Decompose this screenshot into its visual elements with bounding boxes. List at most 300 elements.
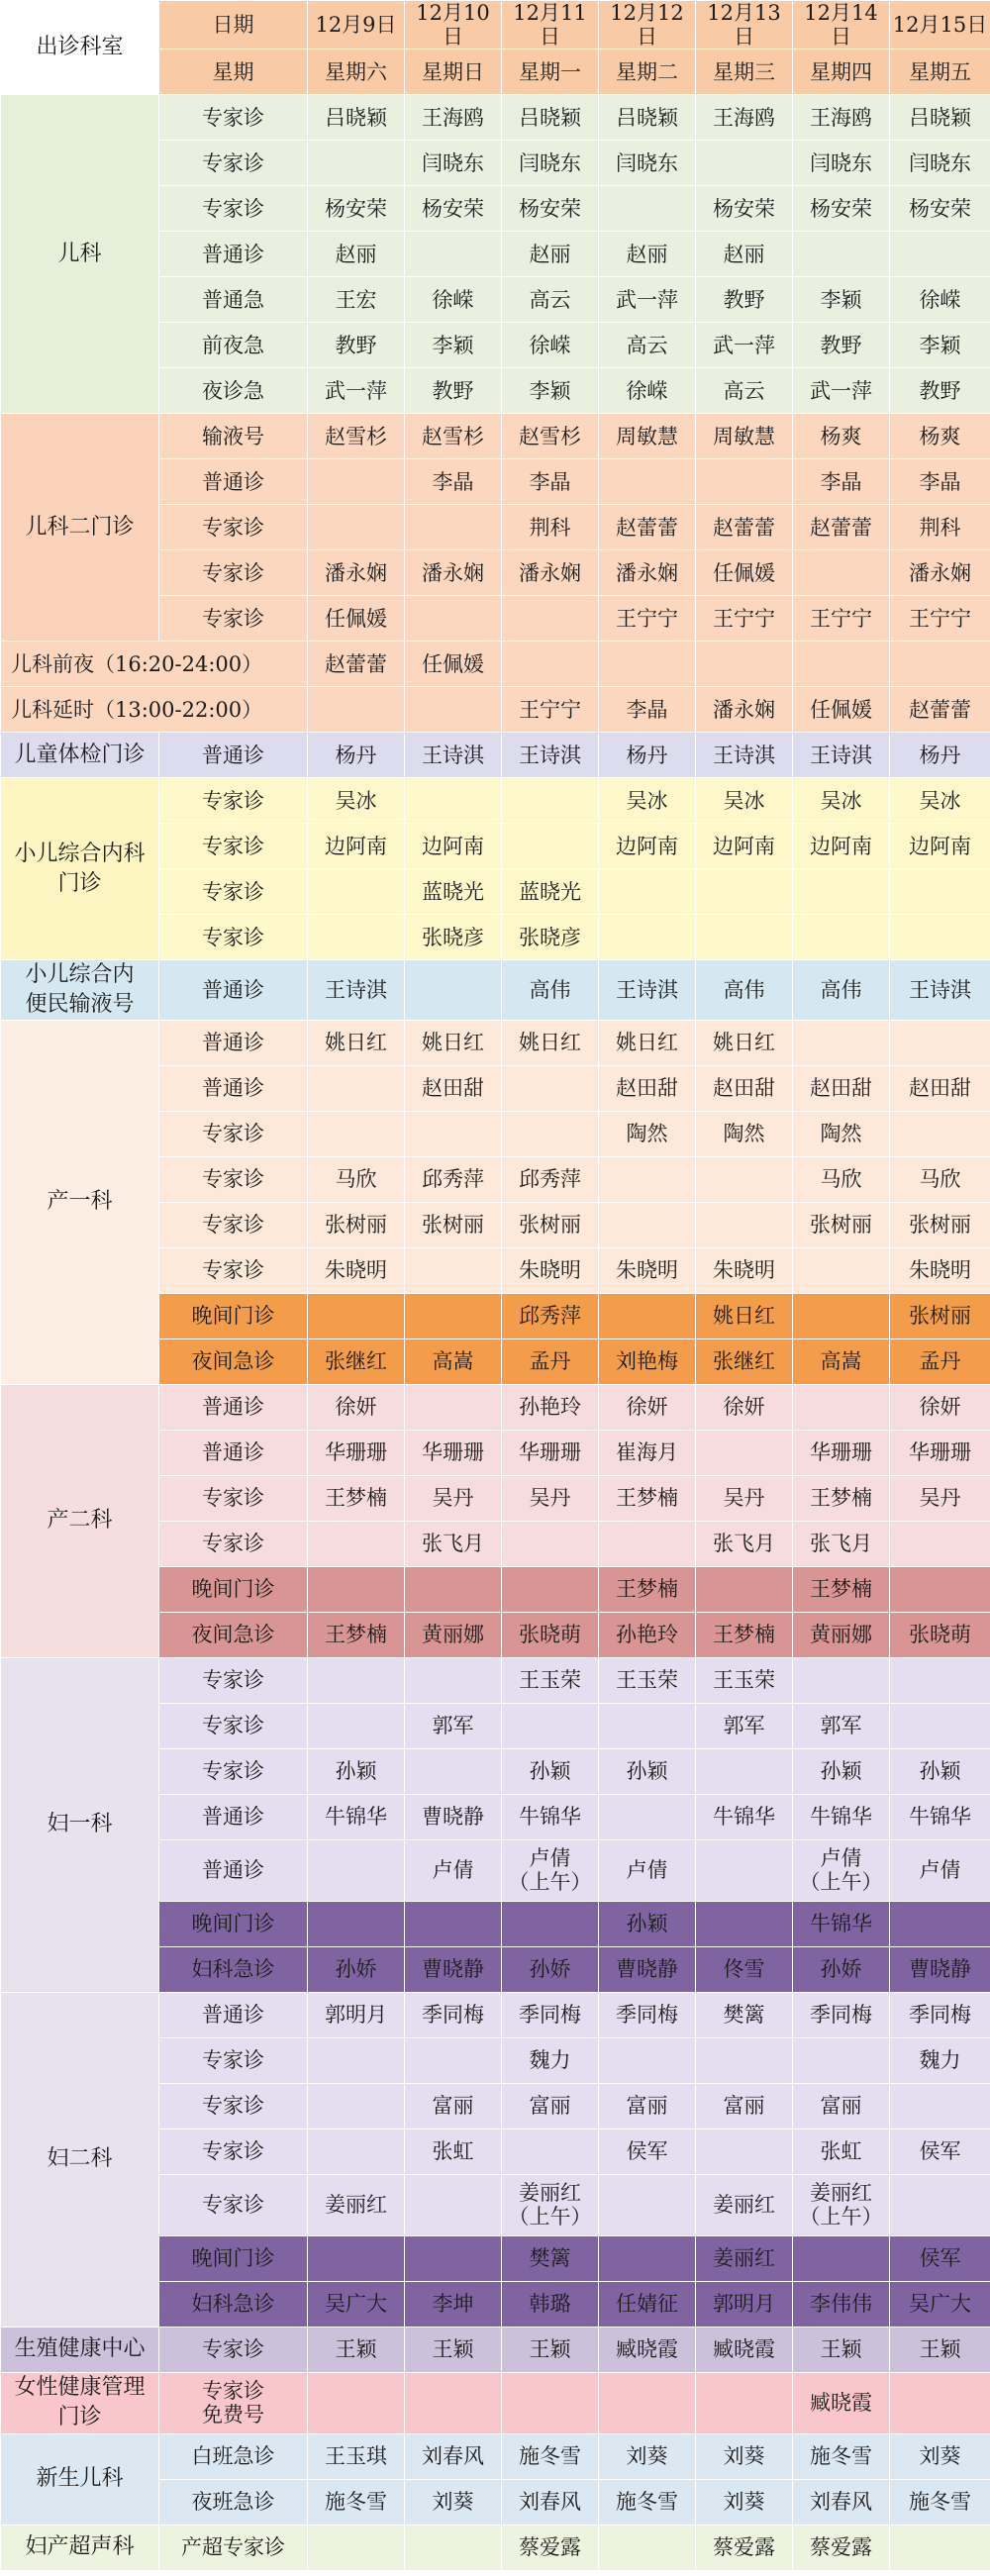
doctor-cell: 教野 bbox=[890, 368, 990, 414]
doctor-cell: 高伟 bbox=[696, 960, 793, 1020]
dept-header-cell: 出诊科室 bbox=[1, 1, 159, 95]
doctor-cell: 王梦楠 bbox=[793, 1566, 890, 1612]
doctor-cell: 杨安荣 bbox=[696, 186, 793, 232]
dept-name: 生殖健康中心 bbox=[1, 2327, 159, 2372]
dept-name: 儿科二门诊 bbox=[1, 414, 159, 642]
clinic-type: 专家诊 bbox=[159, 824, 308, 869]
doctor-cell bbox=[890, 2525, 990, 2570]
doctor-cell bbox=[696, 642, 793, 687]
weekday-cell: 星期二 bbox=[599, 50, 696, 95]
clinic-type: 前夜急 bbox=[159, 323, 308, 368]
doctor-cell: 卢倩 bbox=[890, 1839, 990, 1901]
doctor-cell bbox=[405, 232, 502, 277]
doctor-cell: 黄丽娜 bbox=[405, 1612, 502, 1657]
doctor-cell: 吴冰 bbox=[793, 778, 890, 824]
schedule-row bbox=[1, 2433, 990, 2479]
clinic-type: 专家诊 bbox=[159, 1202, 308, 1247]
doctor-cell: 徐妍 bbox=[890, 1384, 990, 1430]
clinic-type: 普通诊 bbox=[159, 733, 308, 778]
doctor-cell: 李晶 bbox=[405, 459, 502, 505]
doctor-cell: 刘春风 bbox=[405, 2433, 502, 2479]
doctor-cell: 牛锦华 bbox=[890, 1794, 990, 1839]
clinic-type: 普通诊 bbox=[159, 232, 308, 277]
schedule-row bbox=[1, 2525, 990, 2570]
doctor-cell: 赵蕾蕾 bbox=[793, 505, 890, 550]
doctor-cell bbox=[502, 1901, 599, 1946]
clinic-type: 专家诊 bbox=[159, 2129, 308, 2174]
doctor-cell bbox=[308, 1657, 405, 1703]
doctor-cell: 荆科 bbox=[890, 505, 990, 550]
clinic-type: 专家诊 bbox=[159, 550, 308, 596]
dept-name: 妇一科 bbox=[1, 1657, 159, 1992]
clinic-type: 专家诊 bbox=[159, 1703, 308, 1748]
doctor-cell: 黄丽娜 bbox=[793, 1612, 890, 1657]
doctor-cell: 陶然 bbox=[599, 1111, 696, 1156]
doctor-cell bbox=[405, 505, 502, 550]
doctor-cell bbox=[696, 1839, 793, 1901]
clinic-type: 普通诊 bbox=[159, 1839, 308, 1901]
doctor-cell: 张晓萌 bbox=[502, 1612, 599, 1657]
doctor-cell: 李晶 bbox=[502, 459, 599, 505]
doctor-cell: 王海鸥 bbox=[405, 95, 502, 141]
doctor-cell: 王诗淇 bbox=[793, 733, 890, 778]
doctor-cell bbox=[502, 1065, 599, 1111]
weekday-cell: 星期日 bbox=[405, 50, 502, 95]
doctor-cell bbox=[308, 1521, 405, 1566]
doctor-cell bbox=[308, 1293, 405, 1338]
schedule-row bbox=[1, 95, 990, 141]
doctor-cell bbox=[405, 2525, 502, 2570]
doctor-cell: 魏力 bbox=[890, 2037, 990, 2083]
doctor-cell: 赵蕾蕾 bbox=[599, 505, 696, 550]
doctor-cell: 马欣 bbox=[308, 1156, 405, 1202]
doctor-cell: 赵丽 bbox=[502, 232, 599, 277]
date-cell: 12月15日 bbox=[890, 1, 990, 50]
doctor-cell: 王诗淇 bbox=[696, 733, 793, 778]
doctor-cell: 李颖 bbox=[405, 323, 502, 368]
doctor-cell bbox=[890, 1521, 990, 1566]
doctor-cell: 孙颖 bbox=[502, 1748, 599, 1794]
schedule-row bbox=[1, 2372, 990, 2433]
doctor-cell bbox=[405, 2235, 502, 2281]
doctor-cell: 杨安荣 bbox=[890, 186, 990, 232]
doctor-cell: 吴丹 bbox=[405, 1475, 502, 1521]
clinic-type: 妇科急诊 bbox=[159, 2281, 308, 2327]
clinic-type: 夜班急诊 bbox=[159, 2479, 308, 2525]
clinic-type: 普通急 bbox=[159, 277, 308, 323]
doctor-cell: 曹晓静 bbox=[405, 1794, 502, 1839]
doctor-cell bbox=[502, 596, 599, 642]
doctor-cell: 杨爽 bbox=[890, 414, 990, 459]
doctor-cell bbox=[308, 1566, 405, 1612]
doctor-cell: 刘春风 bbox=[502, 2479, 599, 2525]
clinic-type: 专家诊 bbox=[159, 2327, 308, 2372]
doctor-cell: 王诗淇 bbox=[890, 960, 990, 1020]
doctor-cell: 姚日红 bbox=[599, 1020, 696, 1065]
doctor-cell bbox=[308, 459, 405, 505]
doctor-cell: 张飞月 bbox=[793, 1521, 890, 1566]
doctor-cell: 樊篱 bbox=[696, 1992, 793, 2037]
doctor-cell: 潘永娴 bbox=[890, 550, 990, 596]
clinic-type: 晚间门诊 bbox=[159, 1901, 308, 1946]
doctor-cell: 杨爽 bbox=[793, 414, 890, 459]
doctor-cell: 孙颖 bbox=[599, 1748, 696, 1794]
doctor-cell bbox=[405, 1566, 502, 1612]
date-cell: 12月11日 bbox=[502, 1, 599, 50]
schedule-row bbox=[1, 960, 990, 1020]
doctor-cell bbox=[599, 1293, 696, 1338]
doctor-cell: 邱秀萍 bbox=[405, 1156, 502, 1202]
doctor-cell: 姜丽红 （上午） bbox=[502, 2174, 599, 2235]
doctor-cell: 杨丹 bbox=[890, 733, 990, 778]
clinic-type: 夜间急诊 bbox=[159, 1338, 308, 1384]
doctor-cell bbox=[599, 2235, 696, 2281]
clinic-type: 普通诊 bbox=[159, 1384, 308, 1430]
doctor-cell: 高伟 bbox=[502, 960, 599, 1020]
doctor-cell bbox=[308, 505, 405, 550]
doctor-cell: 张树丽 bbox=[502, 1202, 599, 1247]
doctor-cell: 季同梅 bbox=[405, 1992, 502, 2037]
doctor-cell bbox=[599, 642, 696, 687]
schedule-row bbox=[1, 414, 990, 459]
doctor-cell: 牛锦华 bbox=[502, 1794, 599, 1839]
doctor-cell: 王诗淇 bbox=[308, 960, 405, 1020]
doctor-cell: 杨丹 bbox=[599, 733, 696, 778]
clinic-type: 晚间门诊 bbox=[159, 1566, 308, 1612]
doctor-cell: 武一萍 bbox=[308, 368, 405, 414]
doctor-cell: 臧晓霞 bbox=[599, 2327, 696, 2372]
weekday-cell: 星期四 bbox=[793, 50, 890, 95]
doctor-cell: 徐嵘 bbox=[599, 368, 696, 414]
doctor-cell: 武一萍 bbox=[599, 277, 696, 323]
doctor-cell: 孙艳玲 bbox=[599, 1612, 696, 1657]
doctor-cell: 赵蕾蕾 bbox=[308, 642, 405, 687]
doctor-cell: 张晓彦 bbox=[502, 915, 599, 960]
doctor-cell: 边阿南 bbox=[696, 824, 793, 869]
doctor-cell: 刘葵 bbox=[696, 2479, 793, 2525]
doctor-cell: 杨丹 bbox=[308, 733, 405, 778]
doctor-cell bbox=[308, 2235, 405, 2281]
doctor-cell: 臧晓霞 bbox=[696, 2327, 793, 2372]
doctor-cell: 教野 bbox=[696, 277, 793, 323]
doctor-cell bbox=[696, 2129, 793, 2174]
doctor-cell bbox=[405, 2174, 502, 2235]
doctor-cell: 华珊珊 bbox=[502, 1430, 599, 1475]
date-header-label: 日期 bbox=[159, 1, 308, 50]
doctor-cell: 施冬雪 bbox=[502, 2433, 599, 2479]
doctor-cell: 朱晓明 bbox=[599, 1247, 696, 1293]
doctor-cell: 王梦楠 bbox=[793, 1475, 890, 1521]
doctor-cell: 赵田甜 bbox=[405, 1065, 502, 1111]
doctor-cell: 武一萍 bbox=[793, 368, 890, 414]
clinic-type: 普通诊 bbox=[159, 1065, 308, 1111]
doctor-cell: 闫晓东 bbox=[793, 141, 890, 186]
doctor-cell: 李晶 bbox=[890, 459, 990, 505]
doctor-cell: 刘葵 bbox=[599, 2433, 696, 2479]
doctor-cell: 赵雪杉 bbox=[405, 414, 502, 459]
doctor-cell bbox=[793, 915, 890, 960]
doctor-cell bbox=[696, 1156, 793, 1202]
doctor-cell: 牛锦华 bbox=[793, 1794, 890, 1839]
doctor-cell bbox=[696, 1901, 793, 1946]
doctor-cell bbox=[502, 642, 599, 687]
doctor-cell bbox=[696, 869, 793, 915]
clinic-type: 专家诊 bbox=[159, 1521, 308, 1566]
doctor-cell bbox=[793, 1384, 890, 1430]
doctor-cell bbox=[405, 1901, 502, 1946]
doctor-cell: 姚日红 bbox=[696, 1293, 793, 1338]
schedule-row bbox=[1, 1657, 990, 1703]
doctor-cell: 孙艳玲 bbox=[502, 1384, 599, 1430]
doctor-cell: 崔海月 bbox=[599, 1430, 696, 1475]
dept-name: 小儿综合内科 门诊 bbox=[1, 778, 159, 960]
schedule-row bbox=[1, 687, 990, 733]
doctor-cell bbox=[308, 2037, 405, 2083]
doctor-cell bbox=[890, 1566, 990, 1612]
doctor-cell bbox=[696, 2372, 793, 2433]
doctor-cell: 王海鸥 bbox=[696, 95, 793, 141]
doctor-cell: 韩璐 bbox=[502, 2281, 599, 2327]
doctor-cell: 高伟 bbox=[793, 960, 890, 1020]
doctor-cell: 边阿南 bbox=[890, 824, 990, 869]
doctor-cell: 曹晓静 bbox=[599, 1946, 696, 1992]
doctor-cell: 教野 bbox=[405, 368, 502, 414]
clinic-type: 专家诊 bbox=[159, 186, 308, 232]
doctor-cell: 潘永娴 bbox=[308, 550, 405, 596]
doctor-cell bbox=[793, 550, 890, 596]
doctor-cell: 王诗淇 bbox=[502, 733, 599, 778]
doctor-cell bbox=[890, 1657, 990, 1703]
doctor-cell bbox=[308, 915, 405, 960]
doctor-cell: 孙娇 bbox=[793, 1946, 890, 1992]
clinic-type: 专家诊 bbox=[159, 778, 308, 824]
doctor-cell bbox=[890, 2083, 990, 2129]
doctor-cell: 刘葵 bbox=[696, 2433, 793, 2479]
clinic-type: 专家诊 bbox=[159, 95, 308, 141]
doctor-cell: 华珊珊 bbox=[405, 1430, 502, 1475]
clinic-type: 专家诊 bbox=[159, 505, 308, 550]
doctor-cell: 陶然 bbox=[793, 1111, 890, 1156]
doctor-cell: 赵田甜 bbox=[793, 1065, 890, 1111]
doctor-cell: 孟丹 bbox=[502, 1338, 599, 1384]
doctor-cell bbox=[793, 2037, 890, 2083]
date-cell: 12月13日 bbox=[696, 1, 793, 50]
doctor-cell: 孙娇 bbox=[502, 1946, 599, 1992]
doctor-cell: 蓝晓光 bbox=[405, 869, 502, 915]
doctor-cell bbox=[599, 2525, 696, 2570]
doctor-cell bbox=[308, 869, 405, 915]
doctor-cell: 季同梅 bbox=[502, 1992, 599, 2037]
doctor-cell: 任佩媛 bbox=[405, 642, 502, 687]
doctor-cell bbox=[696, 1430, 793, 1475]
doctor-cell: 刘葵 bbox=[405, 2479, 502, 2525]
doctor-cell bbox=[308, 2083, 405, 2129]
doctor-cell: 蔡爱露 bbox=[696, 2525, 793, 2570]
doctor-cell: 郭军 bbox=[793, 1703, 890, 1748]
doctor-cell: 李颖 bbox=[890, 323, 990, 368]
doctor-cell: 吕晓颖 bbox=[890, 95, 990, 141]
doctor-cell bbox=[308, 2525, 405, 2570]
doctor-cell: 任佩媛 bbox=[696, 550, 793, 596]
doctor-cell: 蓝晓光 bbox=[502, 869, 599, 915]
doctor-cell bbox=[405, 1384, 502, 1430]
dept-name: 妇二科 bbox=[1, 1992, 159, 2327]
doctor-cell: 潘永娴 bbox=[405, 550, 502, 596]
doctor-cell: 徐妍 bbox=[599, 1384, 696, 1430]
doctor-cell: 徐嵘 bbox=[502, 323, 599, 368]
doctor-cell bbox=[502, 2372, 599, 2433]
schedule-row bbox=[1, 1384, 990, 1430]
dept-name: 儿童体检门诊 bbox=[1, 733, 159, 778]
dept-name: 小儿综合内 便民输液号 bbox=[1, 960, 159, 1020]
schedule-row bbox=[1, 1020, 990, 1065]
clinic-type: 晚间门诊 bbox=[159, 2235, 308, 2281]
doctor-cell: 姜丽红 bbox=[308, 2174, 405, 2235]
doctor-cell: 刘春风 bbox=[793, 2479, 890, 2525]
clinic-type: 妇科急诊 bbox=[159, 1946, 308, 1992]
doctor-cell: 闫晓东 bbox=[502, 141, 599, 186]
clinic-type: 专家诊 bbox=[159, 596, 308, 642]
doctor-cell: 侯军 bbox=[890, 2235, 990, 2281]
doctor-cell bbox=[599, 915, 696, 960]
doctor-cell bbox=[405, 2372, 502, 2433]
doctor-cell bbox=[405, 960, 502, 1020]
clinic-type: 专家诊 bbox=[159, 915, 308, 960]
doctor-cell bbox=[793, 1247, 890, 1293]
doctor-cell bbox=[696, 2037, 793, 2083]
doctor-cell: 孙颖 bbox=[793, 1748, 890, 1794]
doctor-cell bbox=[308, 1901, 405, 1946]
doctor-cell: 潘永娴 bbox=[502, 550, 599, 596]
doctor-cell: 周敏慧 bbox=[599, 414, 696, 459]
clinic-type: 专家诊 bbox=[159, 1657, 308, 1703]
doctor-cell bbox=[890, 232, 990, 277]
doctor-cell: 张树丽 bbox=[890, 1202, 990, 1247]
doctor-cell: 孙颖 bbox=[599, 1901, 696, 1946]
doctor-cell bbox=[890, 1020, 990, 1065]
doctor-cell: 王梦楠 bbox=[308, 1612, 405, 1657]
doctor-cell: 赵蕾蕾 bbox=[890, 687, 990, 733]
doctor-cell: 牛锦华 bbox=[308, 1794, 405, 1839]
doctor-cell: 邱秀萍 bbox=[502, 1156, 599, 1202]
doctor-cell bbox=[890, 869, 990, 915]
clinic-type: 专家诊 bbox=[159, 2083, 308, 2129]
doctor-cell: 任佩媛 bbox=[308, 596, 405, 642]
doctor-cell: 施冬雪 bbox=[890, 2479, 990, 2525]
doctor-cell: 张树丽 bbox=[308, 1202, 405, 1247]
doctor-cell bbox=[890, 1111, 990, 1156]
doctor-cell: 姜丽红 bbox=[696, 2235, 793, 2281]
doctor-cell: 任佩媛 bbox=[793, 687, 890, 733]
doctor-cell: 赵田甜 bbox=[599, 1065, 696, 1111]
doctor-cell: 赵丽 bbox=[599, 232, 696, 277]
clinic-type: 普通诊 bbox=[159, 1992, 308, 2037]
doctor-cell: 李晶 bbox=[793, 459, 890, 505]
schedule-row bbox=[1, 733, 990, 778]
doctor-cell: 吴冰 bbox=[890, 778, 990, 824]
doctor-cell: 赵蕾蕾 bbox=[696, 505, 793, 550]
doctor-cell: 王玉荣 bbox=[599, 1657, 696, 1703]
weekday-cell: 星期六 bbox=[308, 50, 405, 95]
dept-name: 儿科前夜（16:20-24:00） bbox=[1, 642, 308, 687]
doctor-cell: 王颖 bbox=[793, 2327, 890, 2372]
doctor-cell bbox=[599, 459, 696, 505]
clinic-type: 普通诊 bbox=[159, 1794, 308, 1839]
doctor-cell bbox=[890, 2372, 990, 2433]
clinic-type: 输液号 bbox=[159, 414, 308, 459]
doctor-cell: 曹晓静 bbox=[405, 1946, 502, 1992]
doctor-cell: 侯军 bbox=[599, 2129, 696, 2174]
doctor-cell bbox=[599, 1703, 696, 1748]
doctor-cell bbox=[405, 687, 502, 733]
doctor-cell: 华珊珊 bbox=[308, 1430, 405, 1475]
doctor-cell: 吴广大 bbox=[890, 2281, 990, 2327]
doctor-cell: 张飞月 bbox=[405, 1521, 502, 1566]
schedule-row bbox=[1, 1992, 990, 2037]
doctor-cell: 吴广大 bbox=[308, 2281, 405, 2327]
doctor-cell: 卢倩 （上午） bbox=[793, 1839, 890, 1901]
doctor-cell: 孙颖 bbox=[308, 1748, 405, 1794]
doctor-cell: 教野 bbox=[308, 323, 405, 368]
doctor-cell: 边阿南 bbox=[308, 824, 405, 869]
doctor-cell: 杨安荣 bbox=[793, 186, 890, 232]
clinic-type: 专家诊 bbox=[159, 1247, 308, 1293]
doctor-cell bbox=[405, 1293, 502, 1338]
date-cell: 12月14日 bbox=[793, 1, 890, 50]
weekday-header-label: 星期 bbox=[159, 50, 308, 95]
doctor-cell bbox=[405, 778, 502, 824]
doctor-cell: 王梦楠 bbox=[599, 1475, 696, 1521]
clinic-type: 晚间门诊 bbox=[159, 1293, 308, 1338]
doctor-cell bbox=[502, 824, 599, 869]
doctor-cell: 李晶 bbox=[599, 687, 696, 733]
clinic-type: 专家诊 bbox=[159, 1748, 308, 1794]
doctor-cell bbox=[308, 141, 405, 186]
doctor-cell bbox=[696, 1566, 793, 1612]
doctor-cell: 吴冰 bbox=[696, 778, 793, 824]
doctor-cell: 教野 bbox=[793, 323, 890, 368]
doctor-cell bbox=[890, 642, 990, 687]
doctor-cell: 魏力 bbox=[502, 2037, 599, 2083]
clinic-type: 产超专家诊 bbox=[159, 2525, 308, 2570]
doctor-cell bbox=[405, 1748, 502, 1794]
doctor-cell: 武一萍 bbox=[696, 323, 793, 368]
doctor-cell bbox=[599, 1156, 696, 1202]
doctor-cell bbox=[308, 2129, 405, 2174]
doctor-cell: 赵丽 bbox=[696, 232, 793, 277]
doctor-cell: 徐嵘 bbox=[890, 277, 990, 323]
doctor-cell: 王颖 bbox=[502, 2327, 599, 2372]
doctor-cell bbox=[793, 1020, 890, 1065]
doctor-cell: 王海鸥 bbox=[793, 95, 890, 141]
header-date-row bbox=[1, 1, 990, 50]
doctor-cell: 富丽 bbox=[599, 2083, 696, 2129]
doctor-cell: 高嵩 bbox=[405, 1338, 502, 1384]
doctor-cell: 吴冰 bbox=[599, 778, 696, 824]
doctor-cell bbox=[308, 1839, 405, 1901]
doctor-cell bbox=[793, 642, 890, 687]
doctor-cell: 施冬雪 bbox=[599, 2479, 696, 2525]
doctor-cell: 李颖 bbox=[502, 368, 599, 414]
doctor-cell: 姜丽红 bbox=[696, 2174, 793, 2235]
schedule-row bbox=[1, 642, 990, 687]
clinic-type: 白班急诊 bbox=[159, 2433, 308, 2479]
doctor-cell: 高嵩 bbox=[793, 1338, 890, 1384]
doctor-cell bbox=[793, 869, 890, 915]
doctor-cell: 蔡爱露 bbox=[502, 2525, 599, 2570]
doctor-cell: 王颖 bbox=[308, 2327, 405, 2372]
doctor-cell bbox=[308, 2372, 405, 2433]
